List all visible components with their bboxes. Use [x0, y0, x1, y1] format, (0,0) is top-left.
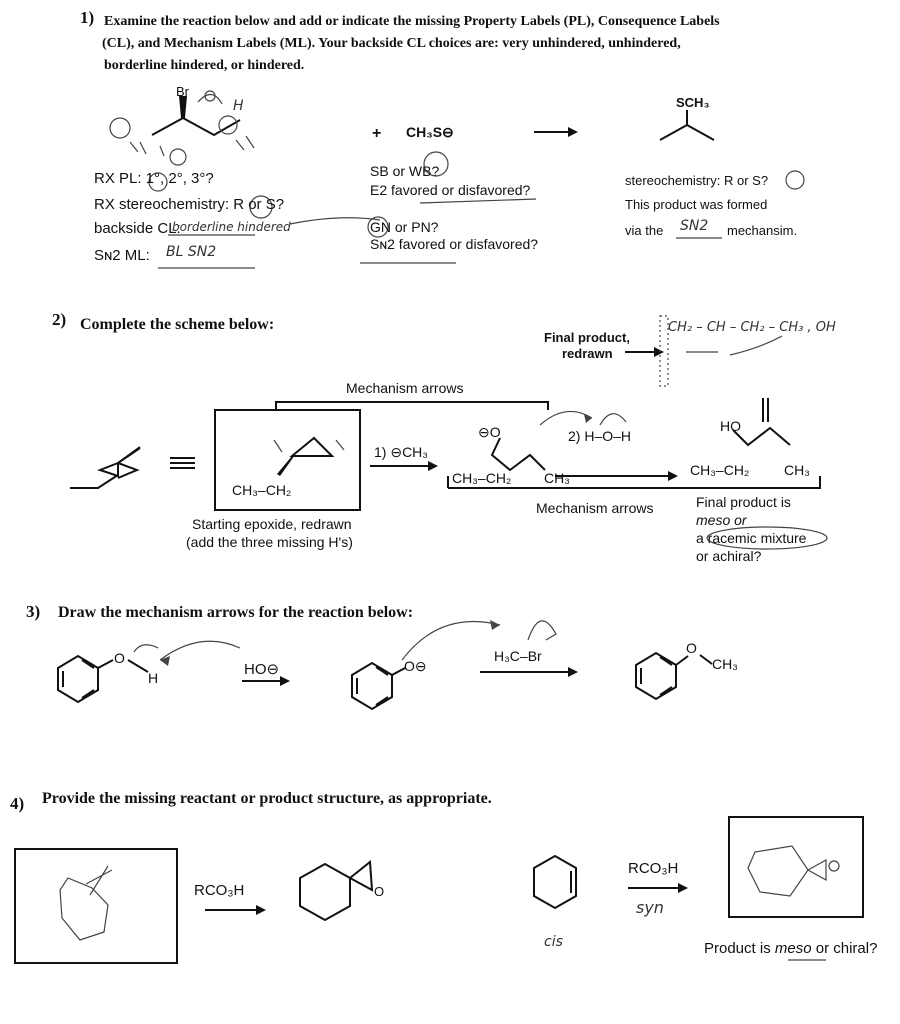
q1-via-post: mechansim.	[727, 223, 798, 238]
q4-handwritten-cis: cis	[544, 934, 563, 950]
q1-br-label: Br	[176, 84, 189, 99]
q1-h-label: H	[233, 98, 244, 114]
q2-number: 2)	[52, 310, 67, 329]
q2-epoxide-caption-b: (add the three missing H's)	[186, 534, 353, 550]
q1-product-sch3: SCH₃	[676, 95, 710, 110]
q2-final-q-b: meso or	[696, 512, 747, 528]
q2-epoxide-caption-a: Starting epoxide, redrawn	[192, 516, 352, 532]
q1-sn2-question: Sɴ2 favored or disfavored?	[370, 236, 539, 252]
q1-instruction-line1: Examine the reaction below and add or indicate the missing Property Labels (PL), Consequence Labels	[104, 14, 720, 29]
q4-handwritten-syn: syn	[636, 898, 664, 917]
q2-handwritten-redrawn: CH₂ – CH – CH₂ – CH₃ , OH	[668, 320, 836, 335]
q1-via-answer: SN2	[680, 218, 709, 234]
q4-spiro-epoxide	[300, 862, 372, 920]
q4-product-answer-box[interactable]	[728, 816, 864, 918]
q1-backside-answer: borderline hindered	[172, 220, 291, 234]
q4-arrow-left	[205, 905, 266, 915]
q4-arrow-right	[628, 883, 688, 893]
q1-rx-pl: RX PL: 1°, 2°, 3°?	[94, 170, 214, 187]
q4-reactant-answer-box[interactable]	[14, 848, 178, 964]
q1-plus: +	[372, 125, 382, 142]
q1-backside-cl: backside CL:	[94, 220, 181, 237]
q2-mech-arrows-top: Mechanism arrows	[346, 380, 464, 396]
q2-product-ch3: CH₃	[784, 462, 810, 478]
q2-final-q-a: Final product is	[696, 494, 791, 510]
q3-anisole-structure	[636, 653, 712, 699]
q2-arrow-step1	[370, 461, 438, 471]
q3-phenol-h: H	[148, 670, 159, 686]
q1-sn2-ml: Sɴ2 ML:	[94, 247, 150, 264]
q1-product-stereo: stereochemistry: R or S?	[625, 173, 769, 188]
q1-formed-line: This product was formed	[625, 197, 768, 212]
q3-instruction: Draw the mechanism arrows for the reaction below:	[58, 604, 414, 621]
q1-gn-pn: GN or PN?	[370, 219, 439, 235]
q2-final-redrawn-label-b: redrawn	[562, 346, 613, 361]
q4-cyclohexene	[534, 856, 576, 908]
q4-epoxide-o: O	[374, 884, 385, 899]
q3-methyl-bromide: H₃C–Br	[494, 648, 542, 664]
q3-anisole-o: O	[686, 640, 697, 656]
q3-number: 3)	[26, 602, 41, 621]
q4-reagent-left: RCO₃H	[194, 882, 245, 899]
q3-phenoxide-o: O⊖	[404, 658, 427, 674]
q3-phenol-o: O	[114, 650, 125, 666]
q2-step1-reagent: 1) ⊖CH₃	[374, 444, 428, 460]
q1-via-pre: via the	[625, 223, 664, 238]
q2-alkoxide-ch3ch2: CH₃–CH₂	[452, 470, 512, 486]
q2-final-q-c: a racemic mixture	[696, 530, 807, 546]
q2-step2-reagent: 2) H–O–H	[568, 428, 632, 444]
q2-mechanism-bracket-top	[276, 402, 548, 410]
q2-epoxide-skeletal	[70, 447, 195, 488]
q1-sb-wb: SB or WB?	[370, 163, 440, 179]
q4-product-question	[704, 940, 877, 957]
q3-anisole-ch3: CH₃	[712, 656, 738, 672]
q1-nucleophile: CH₃S⊖	[406, 124, 454, 140]
q4-product-q-pre: Product is	[704, 940, 771, 957]
q3-hydroxide: HO⊖	[244, 661, 280, 678]
q1-sn2-ml-answer: BL SN2	[166, 244, 217, 260]
q2-instruction: Complete the scheme below:	[80, 316, 275, 333]
q2-product-ho: HO	[720, 418, 741, 434]
q2-final-product-structure	[625, 316, 790, 445]
q1-instruction-line2: (CL), and Mechanism Labels (ML). Your backside CL choices are: very unhindered, unhindered,	[102, 36, 681, 51]
q2-alkoxide-o: ⊖O	[478, 424, 501, 440]
q1-e2-question: E2 favored or disfavored?	[370, 182, 531, 198]
q1-instruction-line3: borderline hindered, or hindered.	[104, 58, 305, 73]
q2-mech-arrows-bottom: Mechanism arrows	[536, 500, 654, 516]
q2-epoxide-ch3ch2: CH₃–CH₂	[232, 482, 292, 498]
q2-product-ch3ch2: CH₃–CH₂	[690, 462, 750, 478]
q1-reaction-arrow	[534, 127, 578, 137]
q2-final-q-d: or achiral?	[696, 548, 762, 564]
q4-reagent-right: RCO₃H	[628, 860, 679, 877]
q4-product-q-post: or chiral?	[815, 940, 878, 957]
q4-product-q-meso: meso	[774, 940, 812, 957]
q4-number: 4)	[10, 794, 25, 813]
q2-alkoxide-ch3: CH₃	[544, 470, 570, 486]
q1-number: 1)	[80, 8, 95, 27]
q2-final-redrawn-label: Final product,	[544, 330, 630, 345]
q4-instruction: Provide the missing reactant or product structure, as appropriate.	[42, 790, 492, 807]
q1-rx-stereo: RX stereochemistry: R or S?	[94, 196, 285, 213]
